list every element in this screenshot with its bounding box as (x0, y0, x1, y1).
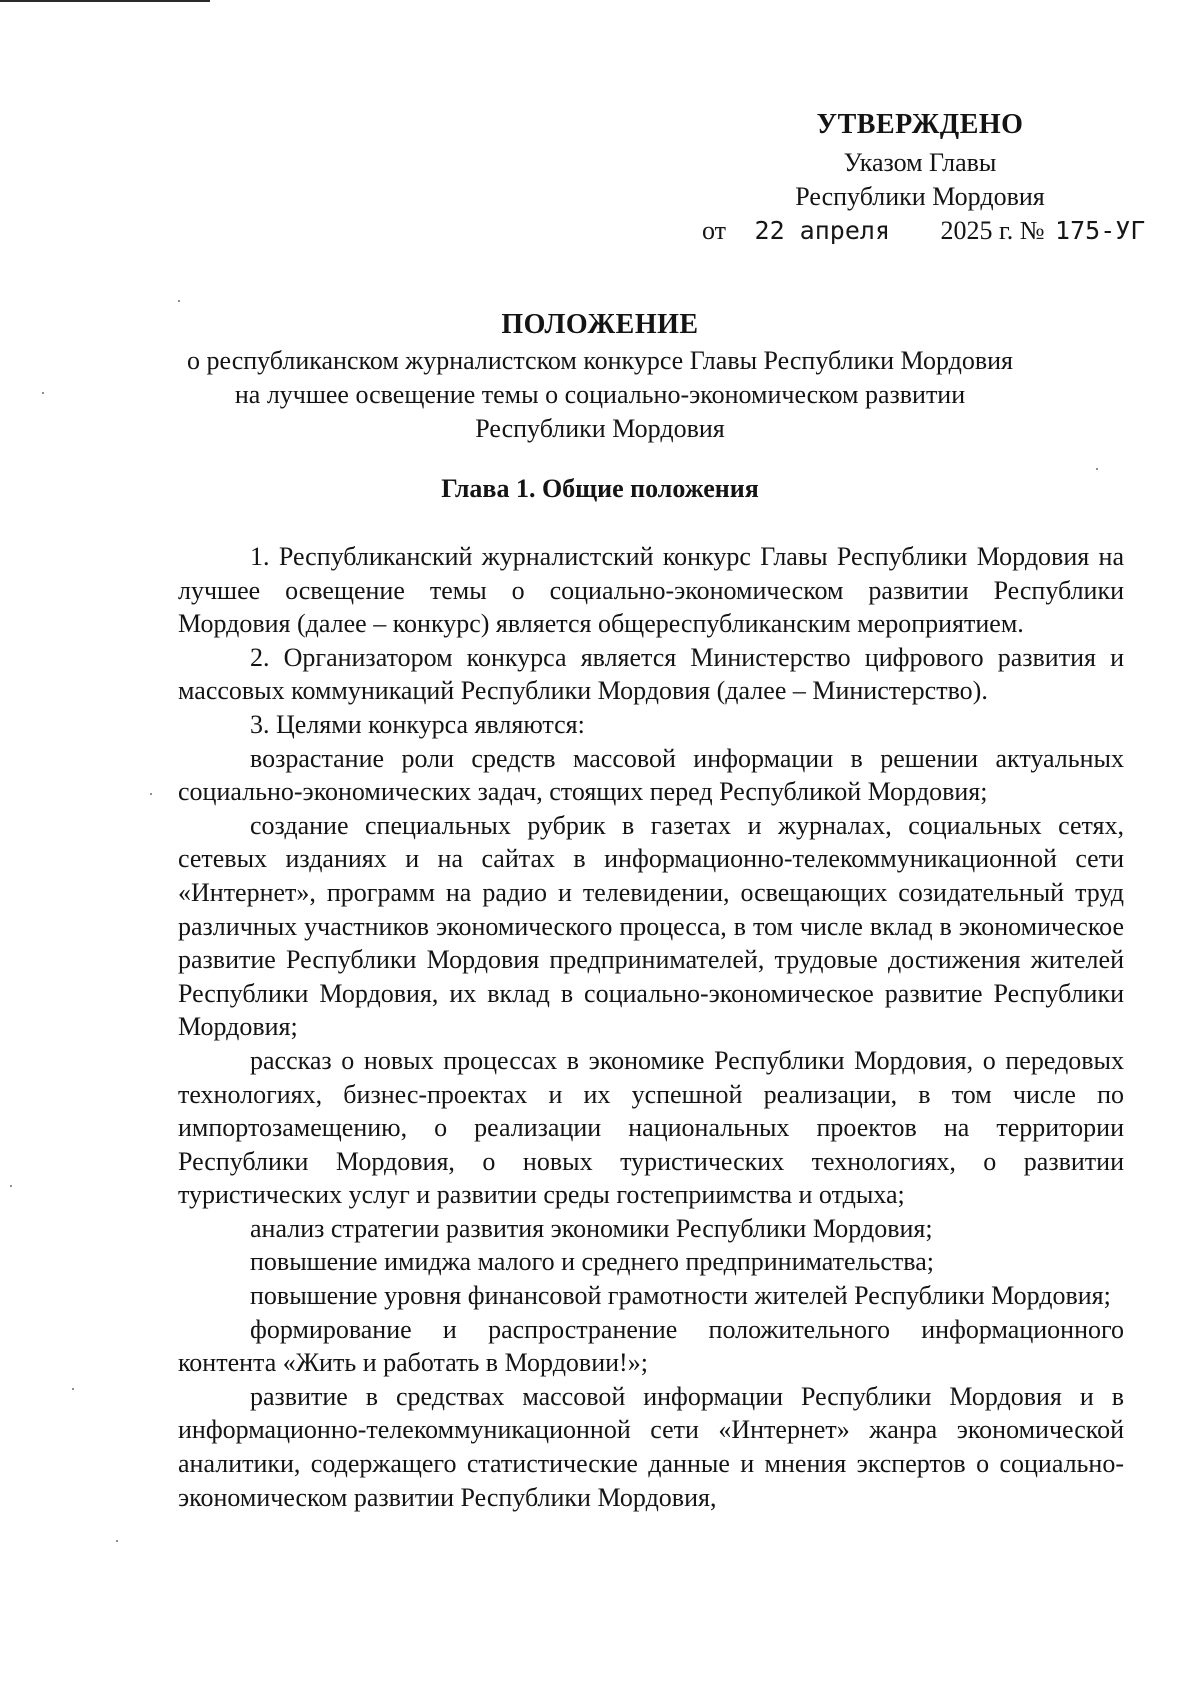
goal-item: формирование и распространение положительного информационного контента «Жить и работать в Мордовии!»; (178, 1314, 1124, 1378)
approval-line-decree: Указом Главы (843, 148, 997, 177)
scan-speck (72, 1388, 74, 1390)
scan-speck (10, 1185, 12, 1187)
document-title: ПОЛОЖЕНИЕ (501, 309, 699, 340)
scan-speck (150, 793, 152, 795)
chapter-heading: Глава 1. Общие положения (441, 474, 759, 503)
date-prefix: от (702, 216, 727, 245)
document-number: 175-УГ (1055, 216, 1146, 245)
approval-title: УТВЕРЖДЕНО (816, 109, 1024, 140)
approval-line-republic: Республики Мордовия (795, 182, 1045, 211)
goal-item: развитие в средствах массовой информации Республики Мордовия и в информационно-телекоммуникационной сети «Интернет» жанра экономической аналитики, содержащего статистические данные и мнения экспертов о социально-экономическом развитии Республики Мордовия, (178, 1381, 1124, 1512)
approval-date-line (702, 214, 1145, 248)
paragraph-3: 3. Целями конкурса являются: (250, 709, 585, 739)
goal-item: рассказ о новых процессах в экономике Республики Мордовия, о передовых технологиях, бизнес-проектах и их успешной реализации, в том числе по импортозамещению, о реализации национальных проектов на территории Республики Мордовия, о новых туристических технологиях, о развитии туристических услуг и развитии среды гостеприимства и отдыха; (178, 1045, 1124, 1210)
document-heading (150, 308, 1050, 446)
paragraph-2: 2. Организатором конкурса является Министерство цифрового развития и массовых коммуникаций Республики Мордовия (далее – Министерство). (178, 642, 1124, 706)
scan-speck (116, 1540, 118, 1542)
date-year-number-label: 2025 г. № (940, 216, 1045, 245)
scan-speck (1096, 468, 1098, 470)
document-subtitle-line-2: на лучшее освещение темы о социально-экономическом развитии (234, 380, 966, 409)
scan-speck (178, 300, 180, 302)
document-body (178, 540, 1124, 1514)
scan-speck (42, 392, 44, 394)
goal-item: возрастание роли средств массовой информации в решении актуальных социально-экономических задач, стоящих перед Республикой Мордовия; (178, 743, 1124, 807)
paragraph-1: 1. Республиканский журналистский конкурс Главы Республики Мордовия на лучшее освещение темы о социально-экономическом развитии Республики Мордовия (далее – конкурс) является общереспубликанским мероприятием. (178, 542, 1124, 639)
date-day-month: 22 апреля (754, 216, 890, 245)
goal-item: анализ стратегии развития экономики Республики Мордовия; (250, 1213, 933, 1243)
document-subtitle-line-1: о республиканском журналистском конкурсе Главы Республики Мордовия (187, 346, 1013, 375)
goal-item: повышение имиджа малого и среднего предпринимательства; (250, 1247, 934, 1277)
goal-item: создание специальных рубрик в газетах и журналах, социальных сетях, сетевых изданиях и на сайтах в информационно-телекоммуникационной сети «Интернет», программ на радио и телевидении, освещающих созидательный труд различных участников экономического процесса, в том числе вклад в экономическое развитие Республики Мордовия предпринимателей, трудовые достижения жителей Республики Мордовия, их вклад в социально-экономическое развитие Республики Мордовия; (178, 810, 1124, 1042)
goal-item: повышение уровня финансовой грамотности жителей Республики Мордовия; (250, 1281, 1111, 1311)
document-subtitle-line-3: Республики Мордовия (475, 414, 725, 443)
scan-edge-mark (0, 0, 210, 2)
